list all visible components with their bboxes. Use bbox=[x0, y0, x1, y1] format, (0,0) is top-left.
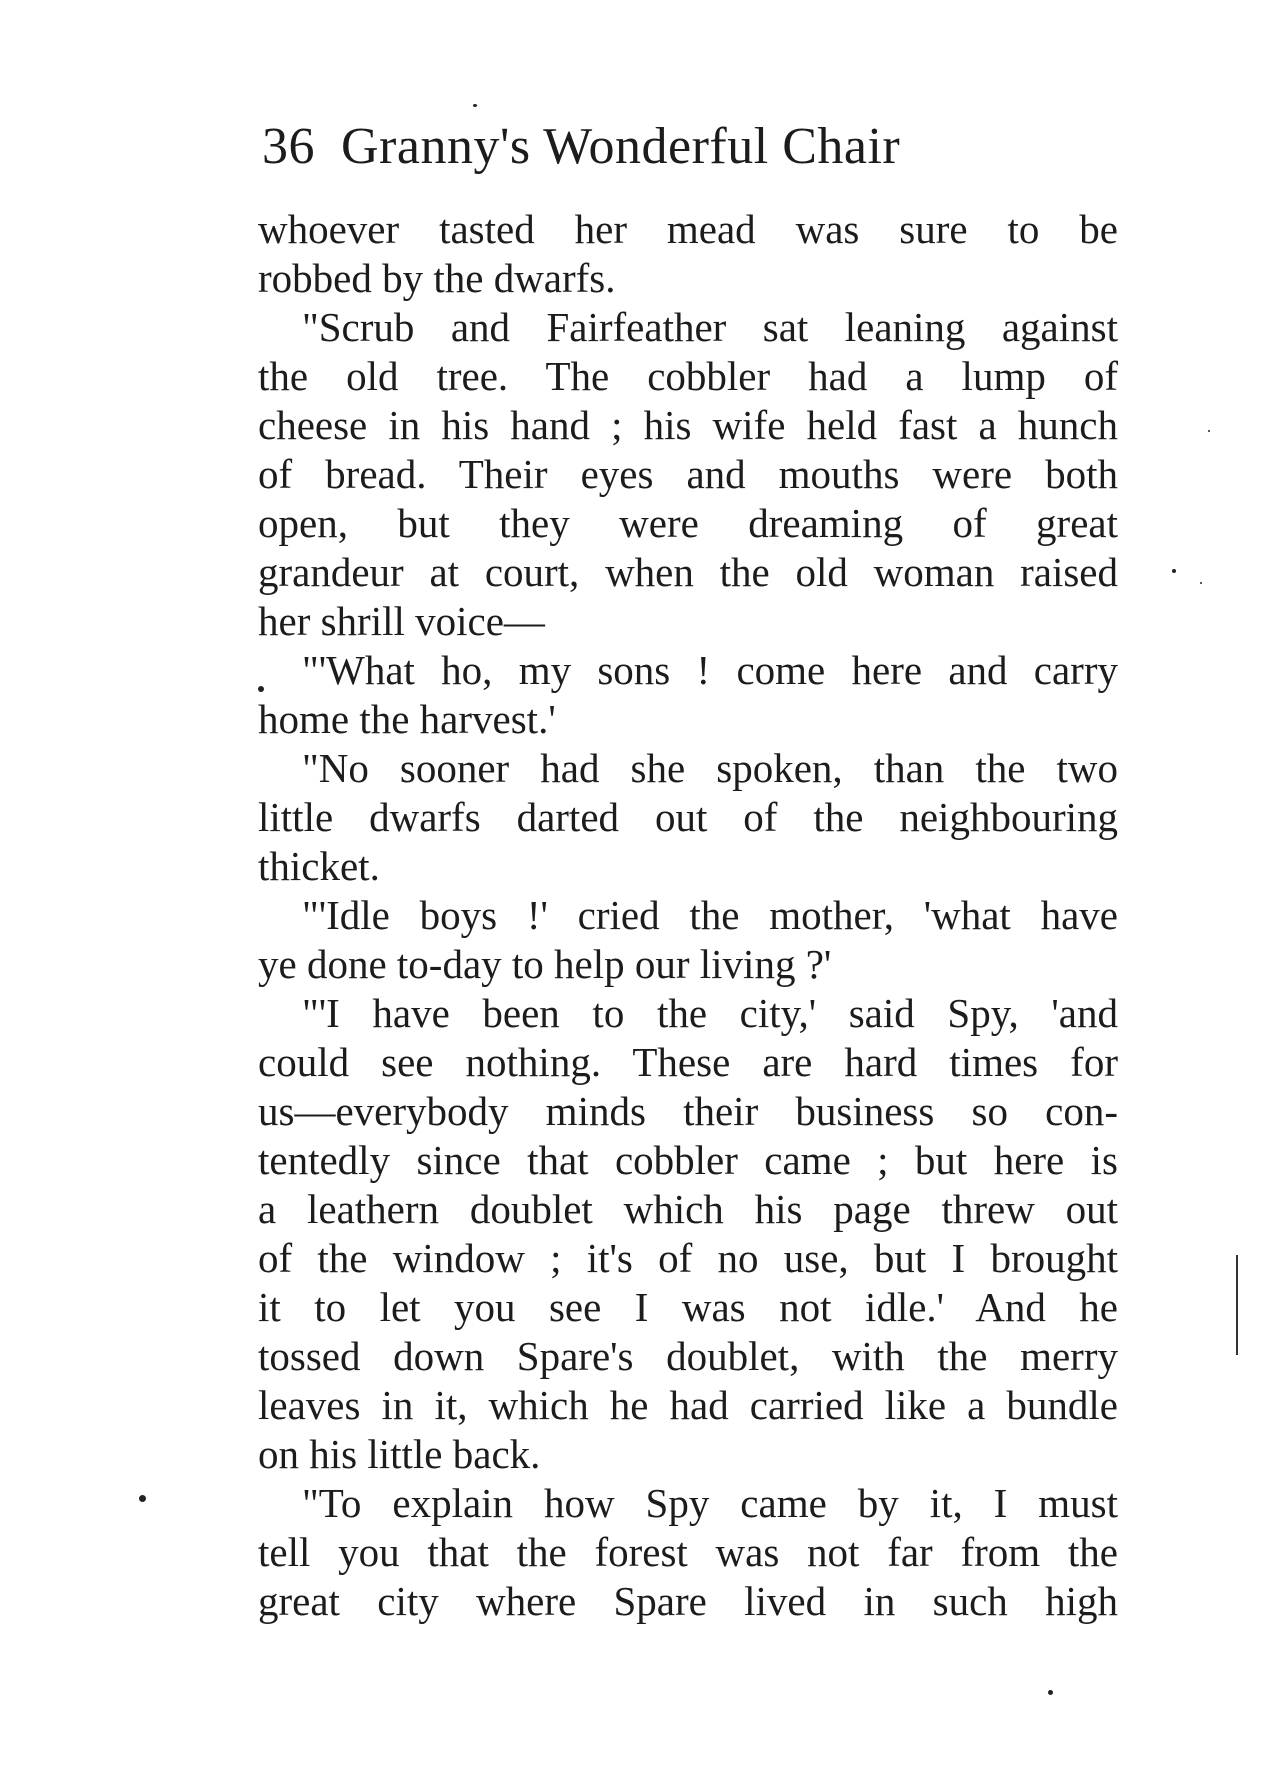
body-text bbox=[258, 205, 1118, 1626]
text-line: little dwarfs darted out of the neighbouring bbox=[258, 794, 1118, 840]
text-line: whoever tasted her mead was sure to be bbox=[258, 206, 1118, 252]
text-line: home the harvest.' bbox=[258, 696, 556, 742]
text-line: robbed by the dwarfs. bbox=[258, 255, 616, 301]
scan-speck bbox=[1208, 430, 1210, 432]
running-title: Granny's Wonderful Chair bbox=[341, 118, 901, 175]
text-line: "'What ho, my sons ! come here and carry bbox=[302, 647, 1118, 693]
text-line: us—everybody minds their business so con- bbox=[258, 1088, 1118, 1134]
text-line: "To explain how Spy came by it, I must bbox=[302, 1480, 1118, 1526]
text-line: leaves in it, which he had carried like a bundle bbox=[258, 1382, 1118, 1428]
text-line: of bread. Their eyes and mouths were both bbox=[258, 451, 1118, 497]
text-line: thicket. bbox=[258, 843, 380, 889]
scan-speck bbox=[1172, 569, 1176, 573]
text-line: the old tree. The cobbler had a lump of bbox=[258, 353, 1118, 399]
scan-speck bbox=[258, 686, 264, 692]
running-head bbox=[262, 112, 900, 182]
text-line: "'I have been to the city,' said Spy, 'and bbox=[302, 990, 1118, 1036]
scan-speck bbox=[1048, 1690, 1053, 1695]
scan-speck bbox=[473, 104, 477, 107]
text-line: it to let you see I was not idle.' And he bbox=[258, 1284, 1118, 1330]
text-line: ye done to-day to help our living ?' bbox=[258, 941, 832, 987]
text-line: her shrill voice— bbox=[258, 598, 545, 644]
text-line: "No sooner had she spoken, than the two bbox=[302, 745, 1118, 791]
page-number: 36 bbox=[262, 118, 315, 175]
text-line: tossed down Spare's doublet, with the merry bbox=[258, 1333, 1118, 1379]
text-line: a leathern doublet which his page threw out bbox=[258, 1186, 1118, 1232]
text-line: tentedly since that cobbler came ; but here is bbox=[258, 1137, 1118, 1183]
text-line: cheese in his hand ; his wife held fast a hunch bbox=[258, 402, 1118, 448]
text-line: "'Idle boys !' cried the mother, 'what have bbox=[302, 892, 1118, 938]
text-line: grandeur at court, when the old woman raised bbox=[258, 549, 1118, 595]
scan-edge-mark bbox=[1236, 1255, 1238, 1355]
scan-speck bbox=[139, 1495, 146, 1502]
text-line: on his little back. bbox=[258, 1431, 541, 1477]
text-line: tell you that the forest was not far from the bbox=[258, 1529, 1118, 1575]
text-line: could see nothing. These are hard times for bbox=[258, 1039, 1118, 1085]
text-line: "Scrub and Fairfeather sat leaning against bbox=[302, 304, 1118, 350]
scan-speck bbox=[1200, 582, 1202, 584]
text-line: great city where Spare lived in such high bbox=[258, 1578, 1118, 1624]
text-line: open, but they were dreaming of great bbox=[258, 500, 1118, 546]
text-line: of the window ; it's of no use, but I brought bbox=[258, 1235, 1118, 1281]
